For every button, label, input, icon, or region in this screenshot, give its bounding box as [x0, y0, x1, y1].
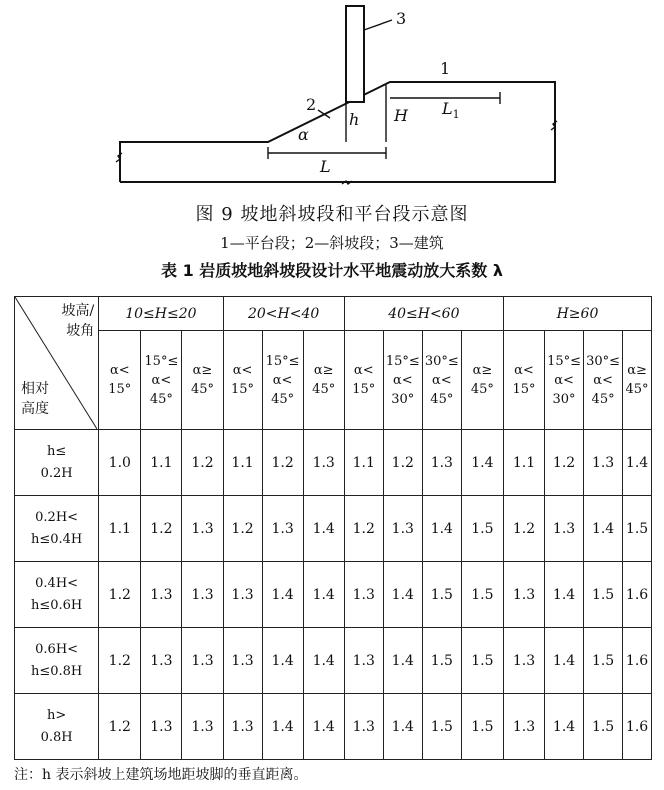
table-cell: 1.4 [383, 562, 422, 628]
table-cell: 1.2 [262, 430, 303, 496]
table-cell: 1.3 [503, 562, 544, 628]
table-cell: 1.4 [545, 694, 584, 760]
label-H: H [394, 106, 408, 125]
table-cell: 1.5 [623, 496, 652, 562]
table-cell: 1.5 [422, 694, 461, 760]
table-cell: 1.5 [422, 562, 461, 628]
table-cell: 1.4 [623, 430, 652, 496]
slope-diagram [0, 0, 664, 200]
table-cell: 1.2 [223, 496, 262, 562]
table-cell: 1.3 [182, 496, 223, 562]
table-cell: 1.2 [99, 694, 141, 760]
table-cell: 1.3 [182, 628, 223, 694]
table-corner-cell [15, 297, 99, 430]
table-cell: 1.5 [461, 562, 503, 628]
table-cell: 1.4 [383, 628, 422, 694]
angle-header: 15°≤ α< 45° [262, 331, 303, 430]
table-cell: 1.3 [344, 694, 383, 760]
table-cell: 1.3 [545, 496, 584, 562]
label-slope: 2 [306, 95, 317, 114]
table-row [15, 430, 652, 496]
table-cell: 1.4 [262, 562, 303, 628]
table-cell: 1.4 [262, 694, 303, 760]
table-cell: 1.5 [422, 628, 461, 694]
angle-header: 15°≤ α< 45° [141, 331, 182, 430]
table-cell: 1.3 [383, 496, 422, 562]
angle-header: α≥ 45° [461, 331, 503, 430]
label-L1: $L_1$ [442, 99, 460, 121]
table-cell: 1.4 [545, 628, 584, 694]
table-cell: 1.4 [584, 496, 623, 562]
table-cell: 1.3 [303, 430, 344, 496]
corner-bottom-label: 相对 高度 [21, 381, 49, 417]
table-cell: 1.3 [223, 562, 262, 628]
corner-top-label: 坡高/ 坡角 [61, 303, 95, 339]
table-cell: 1.1 [223, 430, 262, 496]
table-cell: 1.5 [584, 628, 623, 694]
label-h: h [349, 110, 360, 129]
angle-header: α≥ 45° [182, 331, 223, 430]
table-cell: 1.2 [503, 496, 544, 562]
building-shape [346, 6, 364, 102]
angle-header: 15°≤ α< 30° [545, 331, 584, 430]
table-cell: 1.6 [623, 562, 652, 628]
table-cell: 1.3 [422, 430, 461, 496]
table-cell: 1.2 [545, 430, 584, 496]
table-cell: 1.3 [141, 694, 182, 760]
table-cell: 1.1 [344, 430, 383, 496]
table-cell: 1.4 [262, 628, 303, 694]
angle-header: 30°≤ α< 45° [584, 331, 623, 430]
table-cell: 1.4 [461, 430, 503, 496]
label-alpha: α [298, 125, 309, 144]
row-label: 0.2H< h≤0.4H [15, 496, 99, 562]
figure-title: 图 9 坡地斜坡段和平台段示意图 [195, 204, 469, 225]
group-header: 10≤H≤20 [99, 297, 223, 331]
table-cell: 1.6 [623, 694, 652, 760]
table-note: 注：h 表示斜坡上建筑场地距坡脚的垂直距离。 [14, 767, 308, 783]
ground-outline [120, 82, 555, 182]
table-cell: 1.3 [344, 628, 383, 694]
table-cell: 1.2 [99, 628, 141, 694]
table-row [15, 562, 652, 628]
row-label: 0.4H< h≤0.6H [15, 562, 99, 628]
angle-header: α< 15° [99, 331, 141, 430]
table-cell: 1.1 [99, 496, 141, 562]
table-cell: 1.2 [383, 430, 422, 496]
table-cell: 1.2 [344, 496, 383, 562]
group-header: 20<H<40 [223, 297, 344, 331]
table-cell: 1.5 [461, 694, 503, 760]
row-label: 0.6H< h≤0.8H [15, 628, 99, 694]
table-cell: 1.4 [545, 562, 584, 628]
table-cell: 1.3 [223, 628, 262, 694]
table-cell: 1.4 [303, 496, 344, 562]
amplification-table [14, 296, 652, 760]
figure-legend: 1—平台段；2—斜坡段；3—建筑 [220, 234, 444, 252]
table-cell: 1.5 [584, 562, 623, 628]
table-cell: 1.4 [303, 628, 344, 694]
row-label: h≤ 0.2H [15, 430, 99, 496]
label-L: L [320, 157, 331, 176]
angle-header: 15°≤ α< 30° [383, 331, 422, 430]
table-cell: 1.3 [503, 628, 544, 694]
table-cell: 1.3 [182, 694, 223, 760]
table-cell: 1.4 [422, 496, 461, 562]
table-cell: 1.4 [383, 694, 422, 760]
table-cell: 1.3 [182, 562, 223, 628]
table-row [15, 694, 652, 760]
table-cell: 1.3 [584, 430, 623, 496]
label-building: 3 [396, 9, 407, 28]
table-cell: 1.5 [461, 496, 503, 562]
table-cell: 1.2 [99, 562, 141, 628]
group-header: 40≤H<60 [344, 297, 503, 331]
angle-header: α< 15° [223, 331, 262, 430]
angle-header: α< 15° [503, 331, 544, 430]
table-cell: 1.3 [223, 694, 262, 760]
table-title: 表 1 岩质坡地斜坡段设计水平地震动放大系数 λ [161, 261, 503, 280]
table-cell: 1.5 [584, 694, 623, 760]
table-cell: 1.3 [141, 562, 182, 628]
table-row [15, 496, 652, 562]
table-cell: 1.3 [344, 562, 383, 628]
group-header: H≥60 [503, 297, 651, 331]
row-label: h> 0.8H [15, 694, 99, 760]
table-cell: 1.3 [141, 628, 182, 694]
table-cell: 1.0 [99, 430, 141, 496]
table-cell: 1.4 [303, 694, 344, 760]
table-cell: 1.1 [503, 430, 544, 496]
label-platform: 1 [440, 59, 451, 78]
table-cell: 1.5 [461, 628, 503, 694]
angle-header: α≥ 45° [623, 331, 652, 430]
angle-header: α≥ 45° [303, 331, 344, 430]
angle-header: α< 15° [344, 331, 383, 430]
table-cell: 1.2 [141, 496, 182, 562]
table-row [15, 628, 652, 694]
table-cell: 1.2 [182, 430, 223, 496]
angle-header: 30°≤ α< 45° [422, 331, 461, 430]
table-cell: 1.1 [141, 430, 182, 496]
table-cell: 1.3 [262, 496, 303, 562]
table-cell: 1.6 [623, 628, 652, 694]
table-cell: 1.3 [503, 694, 544, 760]
table-cell: 1.4 [303, 562, 344, 628]
